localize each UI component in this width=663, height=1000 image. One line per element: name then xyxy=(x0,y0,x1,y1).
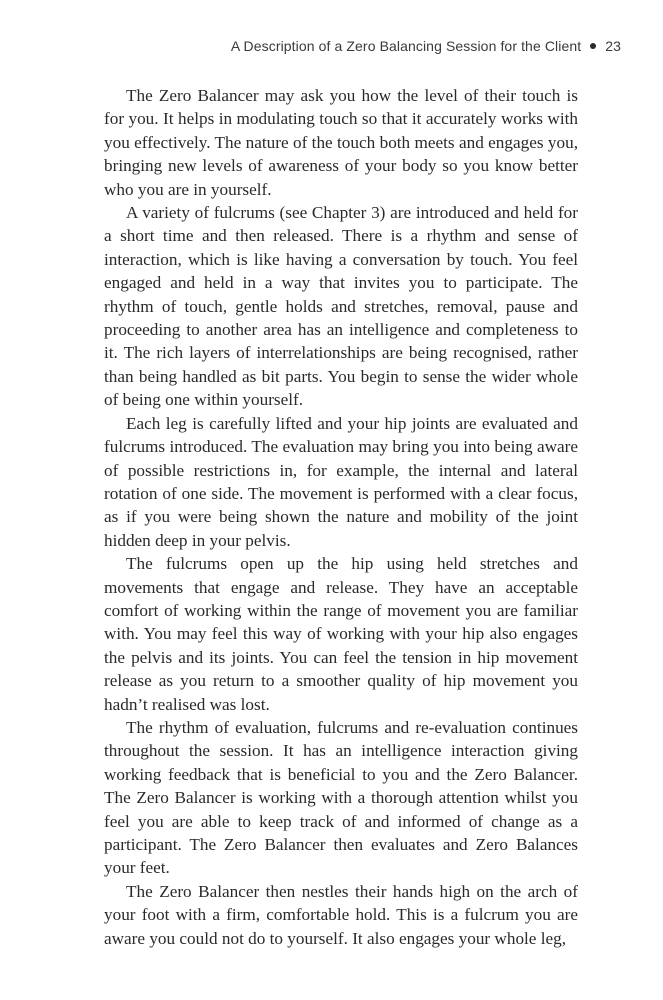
body-text xyxy=(104,84,578,950)
running-header xyxy=(231,38,621,54)
paragraph-6: The Zero Balancer then nestles their hands high on the arch of your foot with a firm, comfortable hold. This is a fulcrum you are aware you could not do to yourself. It also engages your whole leg, xyxy=(104,881,578,948)
page-number: 23 xyxy=(605,38,621,54)
paragraph-2: A variety of fulcrums (see Chapter 3) are introduced and held for a short time and then released. There is a rhythm and sense of interaction, which is like having a conversation by touch. You feel engaged and held in a way that invites you to participate. The rhythm of touch, gentle holds and stretches, removal, pause and proceeding to another area has an intelligence and completeness to it. The rich layers of interrelationships are being recognised, rather than being handled as bit parts. You begin to sense the wider whole of being one within yourself. xyxy=(104,203,578,410)
bullet-separator-icon xyxy=(590,43,596,49)
paragraph-4: The fulcrums open up the hip using held stretches and movements that engage and release. They have an acceptable comfort of working within the range of movement you are familiar with. You may feel this way of working with your hip also engages the pelvis and its joints. You can feel the tension in hip movement release as you return to a smoother quality of hip movement you hadn’t realised was lost. xyxy=(104,554,578,714)
paragraph-1: The Zero Balancer may ask you how the level of their touch is for you. It helps in modulating touch so that it accurately works with you effectively. The nature of the touch both meets and engages you, bringing new levels of awareness of your body so you know better who you are in yourself. xyxy=(104,86,578,199)
paragraph-3: Each leg is carefully lifted and your hip joints are evaluated and fulcrums introduced. The evaluation may bring you into being aware of possible restrictions in, for example, the internal and lateral rotation of one side. The movement is performed with a clear focus, as if you were being shown the nature and mobility of the joint hidden deep in your pelvis. xyxy=(104,413,578,550)
paragraph-5: The rhythm of evaluation, fulcrums and re-evaluation continues throughout the session. It has an intelligence interaction giving working feedback that is beneficial to you and the Zero Balancer. The Zero Balancer is working with a thorough attention whilst you feel you are able to keep track of and informed of change as a participant. The Zero Balancer then evaluates and Zero Balances your feet. xyxy=(104,717,578,878)
chapter-title: A Description of a Zero Balancing Session for the Client xyxy=(230,38,582,54)
